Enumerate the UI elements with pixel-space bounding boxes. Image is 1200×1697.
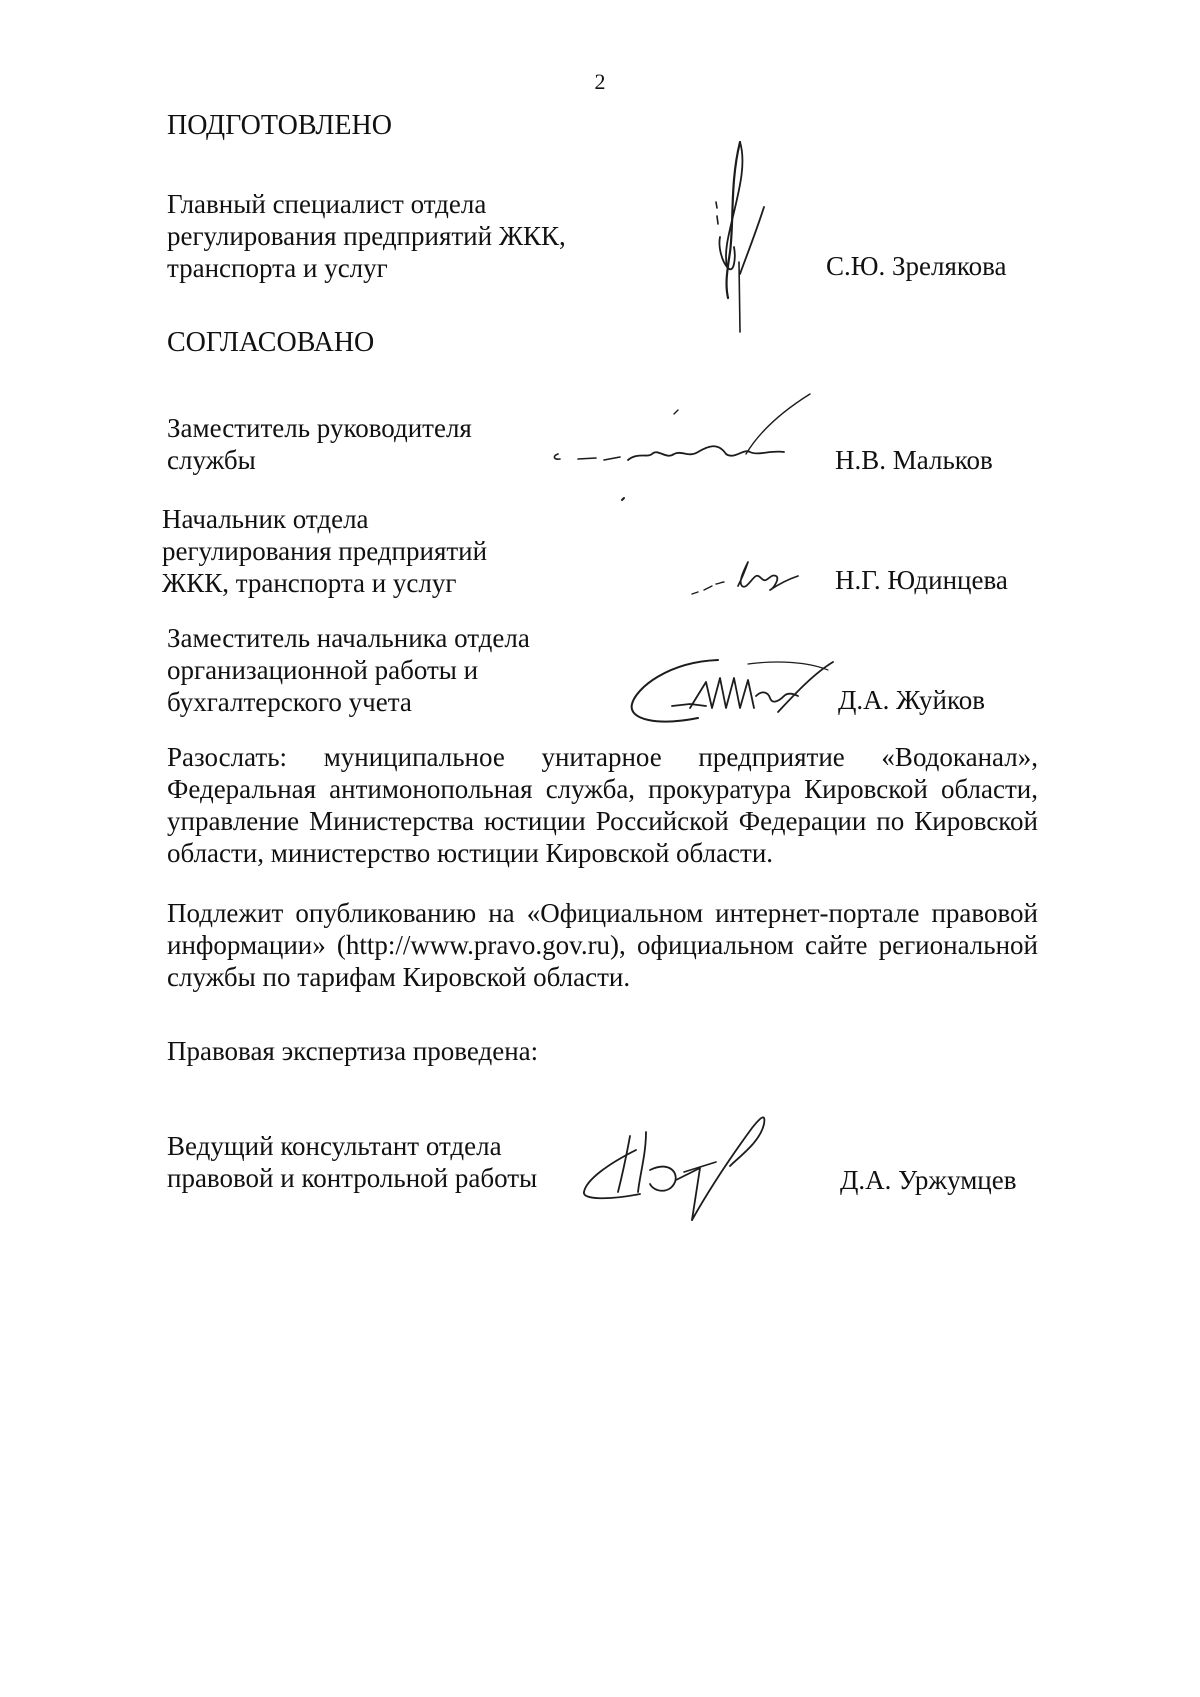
position-line: Заместитель начальника отдела	[167, 623, 530, 653]
position-line: Ведущий консультант отдела	[167, 1131, 502, 1161]
prepared-heading: ПОДГОТОВЛЕНО	[167, 110, 392, 141]
distribution-line: управление Министерства юстиции Российской Федерации по Кировской	[167, 806, 1038, 836]
page-number: 2	[594, 69, 606, 94]
distribution-line: Разослать: муниципальное унитарное предприятие «Водоканал»,	[167, 742, 1038, 772]
distribution-line: Федеральная антимонопольная служба, прокуратура Кировской области,	[167, 774, 1038, 804]
signatory-name: Н.В. Мальков	[835, 445, 993, 475]
position-line: ЖКК, транспорта и услуг	[162, 568, 457, 598]
position-line: бухгалтерского учета	[167, 687, 412, 717]
signature-urzhumtsev	[580, 1108, 775, 1233]
position-line: правовой и контрольной работы	[167, 1163, 538, 1193]
signature-zrelyakova	[700, 142, 790, 332]
signatory-position	[167, 1130, 537, 1194]
signatory-name: Д.А. Уржумцев	[840, 1165, 1017, 1195]
legal-review-heading: Правовая экспертиза проведена:	[167, 1036, 539, 1066]
distribution-line: области, министерство юстиции Кировской области.	[167, 838, 774, 868]
signatory-name: С.Ю. Зрелякова	[826, 251, 1007, 281]
position-line: службы	[167, 445, 256, 475]
position-line: Начальник отдела	[162, 504, 369, 534]
publication-line: службы по тарифам Кировской области.	[167, 962, 631, 992]
signature-malkov	[548, 382, 828, 500]
signatory-position	[167, 622, 530, 718]
publication-line: Подлежит опубликованию на «Официальном интернет-портале правовой	[167, 898, 1038, 928]
signature-zhuykov	[628, 652, 843, 732]
signatory-name: Д.А. Жуйков	[838, 685, 985, 715]
signature-yudintseva	[690, 556, 800, 602]
position-line: транспорта и услуг	[167, 253, 388, 283]
position-line: Главный специалист отдела	[167, 189, 487, 219]
publication-line: информации» (http://www.pravo.gov.ru), официальном сайте региональной	[167, 930, 1038, 960]
signatory-position	[167, 188, 566, 284]
position-line: Заместитель руководителя	[167, 413, 472, 443]
position-line: регулирования предприятий ЖКК,	[167, 221, 566, 251]
signatory-name: Н.Г. Юдинцева	[835, 565, 1008, 595]
signatory-position	[162, 503, 487, 599]
signatory-position	[167, 412, 472, 476]
position-line: организационной работы и	[167, 655, 479, 685]
position-line: регулирования предприятий	[162, 536, 488, 566]
agreed-heading: СОГЛАСОВАНО	[167, 327, 375, 358]
